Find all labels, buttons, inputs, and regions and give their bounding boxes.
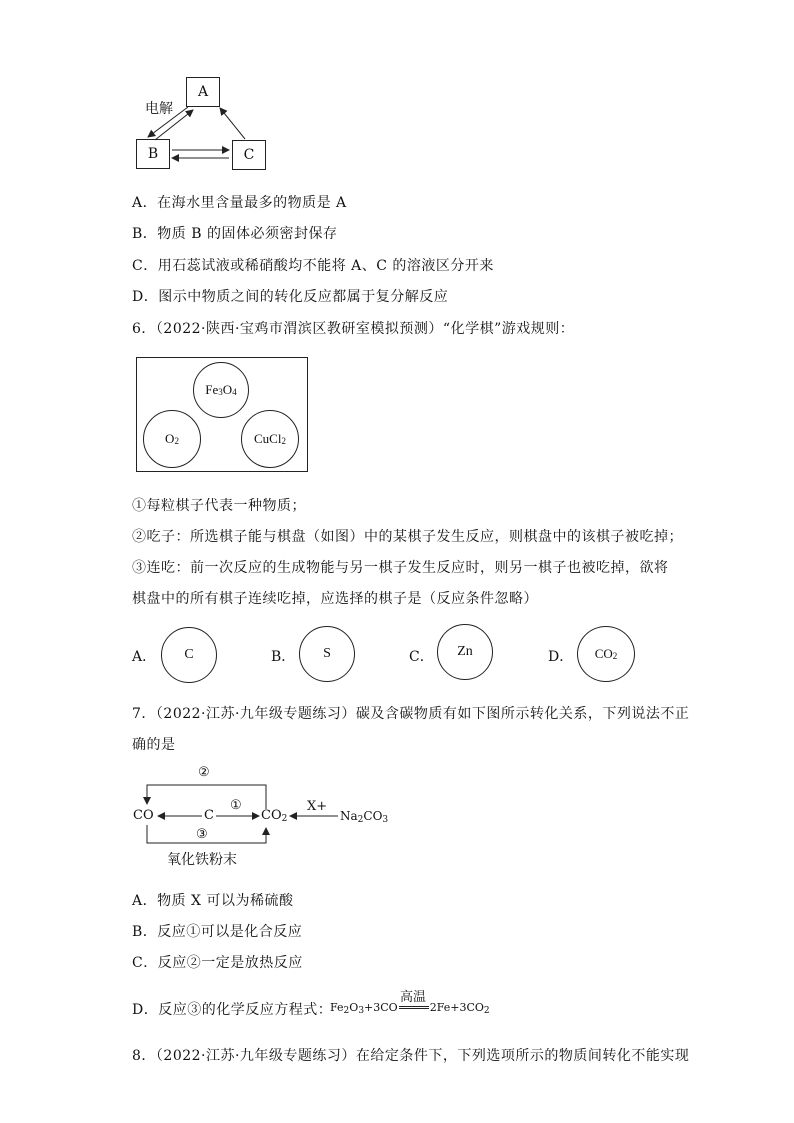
q7-mark-1: ① bbox=[230, 798, 242, 813]
label-electrolysis: 电解 bbox=[145, 101, 173, 117]
q7-co2: CO2 bbox=[261, 808, 288, 824]
q7-equation-condition: 高温 bbox=[400, 990, 427, 1005]
q6-rule-1: ①每粒棋子代表一种物质； bbox=[132, 498, 306, 514]
q7-option-d[interactable]: D．反应③的化学反应方程式： bbox=[132, 1002, 333, 1018]
piece-cucl2: CuCl 2 bbox=[241, 410, 299, 468]
q7-stem-line2: 确的是 bbox=[132, 737, 176, 753]
q7-co: CO bbox=[133, 808, 154, 823]
q6-rule-3: ③连吃：前一次反应的生成物能与另一棋子发生反应时，则另一棋子也被吃掉，欲将 bbox=[132, 560, 669, 576]
q7-mark-2: ② bbox=[198, 765, 210, 780]
q6-choice-d-piece[interactable]: CO 2 bbox=[577, 626, 635, 682]
q6-choice-b-piece[interactable]: S bbox=[299, 626, 355, 682]
q7-caption: 氧化铁粉末 bbox=[167, 852, 237, 868]
q6-choice-a-letter[interactable]: A． bbox=[132, 649, 157, 665]
q5-option-b[interactable]: B．物质 B 的固体必须密封保存 bbox=[132, 226, 338, 242]
q7-equation: Fe2O3+3CO 2Fe+3CO2 bbox=[330, 1001, 490, 1016]
q5-option-d[interactable]: D．图示中物质之间的转化反应都属于复分解反应 bbox=[132, 289, 449, 305]
q6-rule-3-cont: 棋盘中的所有棋子连续吃掉，应选择的棋子是（反应条件忽略） bbox=[132, 591, 538, 607]
q5-option-a[interactable]: A．在海水里含量最多的物质是 A bbox=[132, 195, 347, 211]
node-a: A bbox=[186, 77, 220, 107]
q6-stem: 6．（2022·陕西·宝鸡市渭滨区教研室模拟预测）“化学棋”游戏规则： bbox=[132, 321, 575, 337]
q7-option-b[interactable]: B．反应①可以是化合反应 bbox=[132, 924, 303, 940]
q7-mark-3: ③ bbox=[196, 827, 208, 842]
q7-option-a[interactable]: A．物质 X 可以为稀硫酸 bbox=[132, 893, 294, 909]
q6-choice-b-letter[interactable]: B． bbox=[271, 649, 296, 665]
q6-choice-a-piece[interactable]: C bbox=[161, 627, 217, 683]
q8-stem: 8．（2022·江苏·九年级专题练习）在给定条件下，下列选项所示的物质间转化不能实现 bbox=[132, 1048, 690, 1064]
q7-option-c[interactable]: C．反应②一定是放热反应 bbox=[132, 955, 303, 971]
q7-c: C bbox=[204, 808, 214, 823]
q5-option-c[interactable]: C．用石蕊试液或稀硝酸均不能将 A、C 的溶液区分开来 bbox=[132, 258, 494, 274]
node-c: C bbox=[232, 140, 266, 170]
q6-choice-d-letter[interactable]: D． bbox=[548, 649, 574, 665]
node-b: B bbox=[136, 139, 170, 169]
q6-choice-c-piece[interactable]: Zn bbox=[437, 624, 493, 680]
q6-rule-2: ②吃子：所选棋子能与棋盘（如图）中的某棋子发生反应，则棋盘中的该棋子被吃掉； bbox=[132, 529, 683, 545]
q7-na2co3: Na2CO3 bbox=[340, 809, 389, 825]
piece-o2: O 2 bbox=[143, 410, 201, 468]
arrow-reaction-2 bbox=[147, 785, 266, 809]
q6-choice-c-letter[interactable]: C． bbox=[409, 649, 434, 665]
q7-x-plus: X+ bbox=[307, 799, 328, 814]
piece-fe3o4: Fe 3 O 4 bbox=[193, 362, 249, 418]
q7-stem-line1: 7．（2022·江苏·九年级专题练习）碳及含碳物质有如下图所示转化关系，下列说法不正 bbox=[132, 706, 690, 722]
